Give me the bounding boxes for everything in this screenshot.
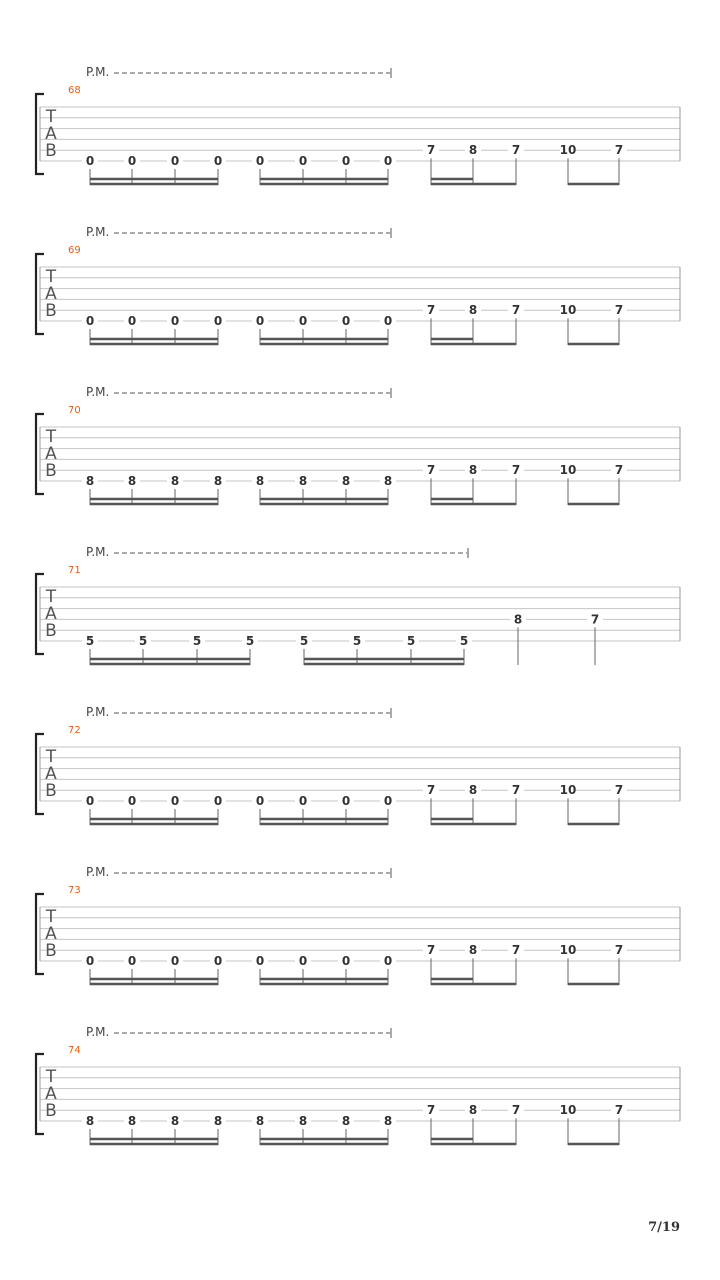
fret-number: 5 xyxy=(192,634,202,648)
fret-number: 0 xyxy=(341,794,351,808)
fret-number: 7 xyxy=(511,463,521,478)
tab-clef-b: B xyxy=(45,781,57,801)
tab-clef-b: B xyxy=(45,461,57,481)
fret-number: 8 xyxy=(468,303,478,318)
fret-number: 8 xyxy=(85,474,95,488)
fret-number: 7 xyxy=(426,303,436,318)
fret-number: 0 xyxy=(127,314,137,328)
fret-number: 8 xyxy=(468,463,478,478)
fret-number: 8 xyxy=(255,1114,265,1128)
tab-system xyxy=(36,65,680,185)
tab-clef-b: B xyxy=(45,141,57,161)
tab-system xyxy=(36,545,680,665)
fret-number: 0 xyxy=(341,954,351,968)
palm-mute-label: P.M. xyxy=(86,1025,110,1039)
fret-number: 7 xyxy=(614,783,624,798)
fret-number: 0 xyxy=(170,794,180,808)
fret-number: 10 xyxy=(559,1103,577,1118)
fret-number: 8 xyxy=(341,1114,351,1128)
fret-number: 8 xyxy=(170,1114,180,1128)
fret-number: 0 xyxy=(255,154,265,168)
fret-number: 7 xyxy=(511,303,521,318)
tab-clef-a: A xyxy=(45,284,57,304)
bar-number: 73 xyxy=(68,885,81,896)
fret-number: 8 xyxy=(341,474,351,488)
fret-number: 8 xyxy=(468,943,478,958)
fret-number: 5 xyxy=(406,634,416,648)
fret-number: 0 xyxy=(341,314,351,328)
tab-clef-a: A xyxy=(45,604,57,624)
fret-number: 0 xyxy=(255,954,265,968)
fret-number: 0 xyxy=(85,954,95,968)
fret-number: 0 xyxy=(127,154,137,168)
tab-clef-t: T xyxy=(45,267,57,287)
tab-clef-a: A xyxy=(45,124,57,144)
bar-number: 68 xyxy=(68,85,81,96)
fret-number: 8 xyxy=(468,143,478,158)
fret-number: 7 xyxy=(511,143,521,158)
tab-clef-a: A xyxy=(45,444,57,464)
fret-number: 0 xyxy=(298,314,308,328)
fret-number: 8 xyxy=(170,474,180,488)
tab-clef-b: B xyxy=(45,941,57,961)
tab-clef-a: A xyxy=(45,924,57,944)
tab-clef-b: B xyxy=(45,621,57,641)
fret-number: 0 xyxy=(213,794,223,808)
fret-number: 0 xyxy=(213,154,223,168)
fret-number: 5 xyxy=(245,634,255,648)
fret-number: 7 xyxy=(614,143,624,158)
fret-number: 8 xyxy=(213,1114,223,1128)
palm-mute-label: P.M. xyxy=(86,65,110,79)
fret-number: 5 xyxy=(459,634,469,648)
fret-number: 7 xyxy=(426,783,436,798)
fret-number: 0 xyxy=(383,794,393,808)
tab-clef-b: B xyxy=(45,301,57,321)
tab-clef-b: B xyxy=(45,1101,57,1121)
fret-number: 8 xyxy=(468,783,478,798)
fret-number: 7 xyxy=(614,1103,624,1118)
tab-system xyxy=(36,1025,680,1145)
fret-number: 0 xyxy=(170,314,180,328)
fret-number: 7 xyxy=(426,143,436,158)
fret-number: 8 xyxy=(383,1114,393,1128)
fret-number: 7 xyxy=(511,783,521,798)
fret-number: 0 xyxy=(255,314,265,328)
fret-number: 7 xyxy=(511,943,521,958)
page-number: 7/19 xyxy=(648,1220,680,1235)
palm-mute-label: P.M. xyxy=(86,865,110,879)
tab-clef-t: T xyxy=(45,747,57,767)
fret-number: 0 xyxy=(383,954,393,968)
fret-number: 0 xyxy=(383,314,393,328)
fret-number: 7 xyxy=(590,612,600,627)
fret-number: 8 xyxy=(127,1114,137,1128)
bar-number: 69 xyxy=(68,245,81,256)
fret-number: 8 xyxy=(383,474,393,488)
fret-number: 7 xyxy=(614,943,624,958)
fret-number: 8 xyxy=(468,1103,478,1118)
fret-number: 7 xyxy=(614,303,624,318)
fret-number: 0 xyxy=(170,154,180,168)
fret-number: 7 xyxy=(614,463,624,478)
fret-number: 0 xyxy=(341,154,351,168)
fret-number: 8 xyxy=(298,1114,308,1128)
bar-number: 72 xyxy=(68,725,81,736)
fret-number: 8 xyxy=(513,612,523,627)
fret-number: 5 xyxy=(138,634,148,648)
fret-number: 8 xyxy=(298,474,308,488)
tab-clef-t: T xyxy=(45,1067,57,1087)
fret-number: 0 xyxy=(85,314,95,328)
tab-clef-a: A xyxy=(45,1084,57,1104)
fret-number: 0 xyxy=(127,794,137,808)
tab-system xyxy=(36,865,680,985)
tab-clef-t: T xyxy=(45,907,57,927)
tab-clef-t: T xyxy=(45,107,57,127)
fret-number: 10 xyxy=(559,463,577,478)
fret-number: 8 xyxy=(213,474,223,488)
fret-number: 10 xyxy=(559,943,577,958)
tab-system xyxy=(36,705,680,825)
bar-number: 74 xyxy=(68,1045,81,1056)
palm-mute-label: P.M. xyxy=(86,545,110,559)
fret-number: 7 xyxy=(426,1103,436,1118)
fret-number: 5 xyxy=(85,634,95,648)
palm-mute-label: P.M. xyxy=(86,385,110,399)
fret-number: 8 xyxy=(255,474,265,488)
palm-mute-label: P.M. xyxy=(86,225,110,239)
tab-clef-t: T xyxy=(45,587,57,607)
fret-number: 10 xyxy=(559,303,577,318)
fret-number: 5 xyxy=(352,634,362,648)
fret-number: 0 xyxy=(298,794,308,808)
bar-number: 71 xyxy=(68,565,81,576)
fret-number: 0 xyxy=(383,154,393,168)
tab-system xyxy=(36,225,680,345)
tab-system xyxy=(36,385,680,505)
fret-number: 7 xyxy=(426,943,436,958)
palm-mute-label: P.M. xyxy=(86,705,110,719)
fret-number: 0 xyxy=(298,954,308,968)
fret-number: 0 xyxy=(213,314,223,328)
fret-number: 8 xyxy=(127,474,137,488)
fret-number: 0 xyxy=(170,954,180,968)
fret-number: 0 xyxy=(255,794,265,808)
bar-number: 70 xyxy=(68,405,81,416)
fret-number: 7 xyxy=(511,1103,521,1118)
tab-clef-a: A xyxy=(45,764,57,784)
fret-number: 0 xyxy=(85,794,95,808)
fret-number: 10 xyxy=(559,783,577,798)
fret-number: 0 xyxy=(298,154,308,168)
fret-number: 7 xyxy=(426,463,436,478)
fret-number: 0 xyxy=(213,954,223,968)
tab-clef-t: T xyxy=(45,427,57,447)
fret-number: 5 xyxy=(299,634,309,648)
fret-number: 10 xyxy=(559,143,577,158)
fret-number: 0 xyxy=(127,954,137,968)
fret-number: 8 xyxy=(85,1114,95,1128)
fret-number: 0 xyxy=(85,154,95,168)
